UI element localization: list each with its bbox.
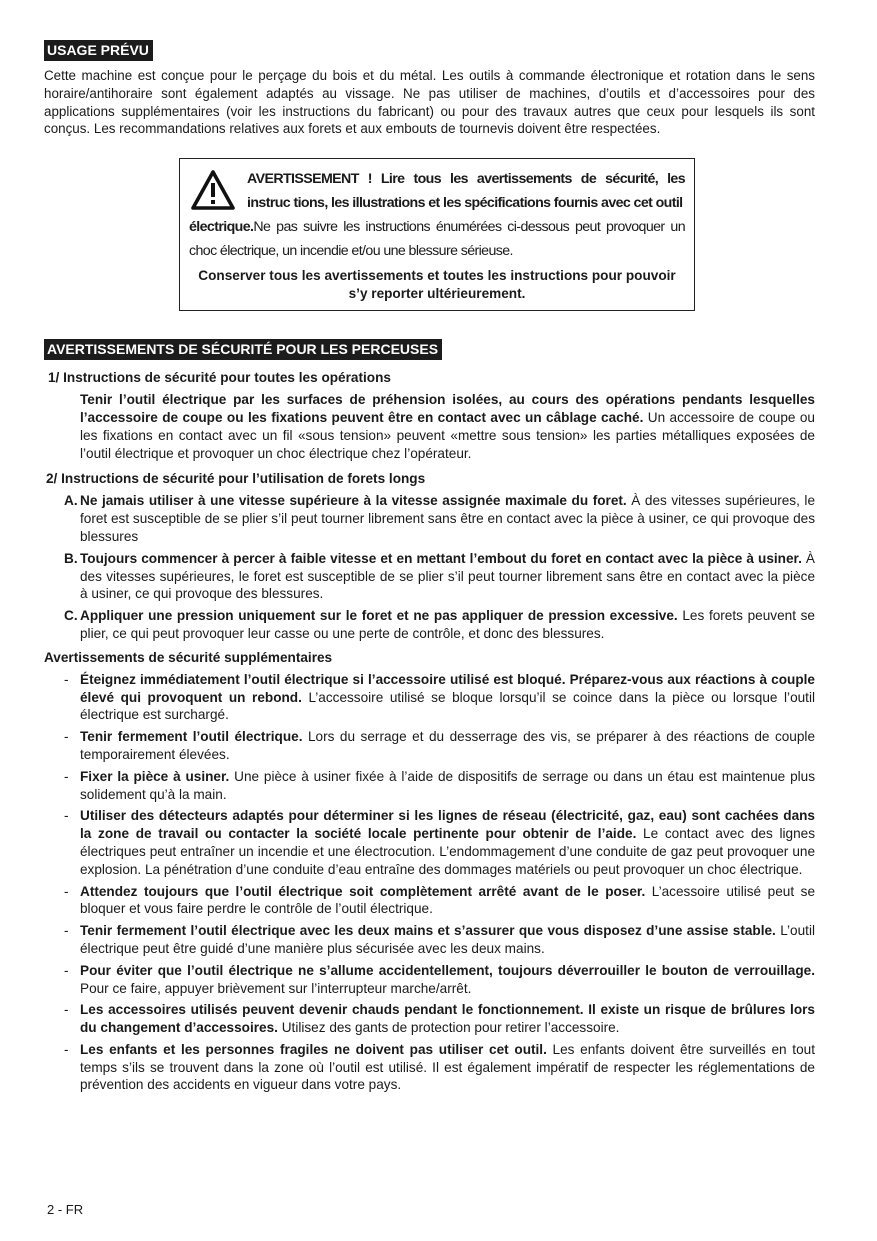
warning-body bbox=[189, 215, 685, 263]
item-text: L’acessoire utilisé peut se bloquer et vous faire perdre le contrôle de l’outil électrique. bbox=[80, 883, 816, 917]
usage-heading: USAGE PRÉVU bbox=[44, 40, 153, 61]
list-marker: C. bbox=[64, 608, 78, 624]
additional-title: Avertissements de sécurité supplémentaires bbox=[44, 649, 333, 665]
item-bold: Les enfants et les personnes fragiles ne doivent pas utiliser cet outil. bbox=[80, 1041, 547, 1057]
dash-marker: - bbox=[64, 883, 69, 899]
dash-marker: - bbox=[64, 768, 69, 784]
usage-section bbox=[44, 40, 815, 138]
item-text: L’accessoire utilisé se bloque lorsqu’il se coince dans la pièce ou lorsque l’outil électrique est surchargé. bbox=[80, 689, 815, 723]
item-bold: Pour éviter que l’outil électrique ne s’allume accidentellement, toujours déverrouiller le bouton de verrouillage. bbox=[80, 962, 815, 978]
section2-title: 2/ Instructions de sécurité pour l’utilisation de forets longs bbox=[46, 471, 426, 487]
list-item bbox=[64, 962, 815, 998]
warning-bold-continuation: électrique. bbox=[189, 219, 254, 236]
item-bold: Tenir fermement l’outil électrique avec les deux mains et s’assurer que vous disposez d’une assise stable. bbox=[80, 923, 776, 939]
usage-paragraph: Cette machine est conçue pour le perçage du bois et du métal. Les outils à commande électronique et rotation dans le sens horaire/antihoraire sont également adaptés au vissage. Ne pas utiliser de machines, d’outils et d’accessoires pour des applications supplémentaires (voir les instructions du fabricant) ou pour des travaux autres que ceux pour lesquels ils sont conçus. Les recommandations relatives aux forets et aux embouts de tournevis doivent être respectées. bbox=[44, 68, 815, 137]
item-text: Les enfants doivent être surveillés en tout temps s’ils se trouvent dans la zone où l’outil est utilisé. Il est également impératif de respecter les réglementations de prévention des accidents en vigueur dans votre pays. bbox=[80, 1041, 815, 1093]
safety-heading: AVERTISSEMENTS DE SÉCURITÉ POUR LES PERCEUSES bbox=[44, 339, 442, 360]
section1-paragraph bbox=[80, 391, 815, 462]
dash-marker: - bbox=[64, 962, 69, 978]
document-page bbox=[44, 40, 815, 1098]
list-item bbox=[64, 883, 815, 919]
dash-marker: - bbox=[64, 923, 69, 939]
warning-box bbox=[179, 158, 695, 311]
warning-bold-text: AVERTISSEMENT ! Lire tous les avertissements de sécurité, les instruc tions, les illustrations et les spécifications fournis avec cet outil bbox=[247, 171, 685, 212]
section1-text: Un accessoire de coupe ou les fixations en contact avec un fil «sous tension» peuvent «mettre sous tension» les parties métalliques exposées de l’outil électrique et provoquer un choc électrique chez l’opérateur. bbox=[80, 409, 815, 461]
list-marker: B. bbox=[64, 550, 78, 566]
list-item bbox=[64, 922, 815, 958]
dash-marker: - bbox=[64, 1041, 69, 1057]
section2-list bbox=[64, 492, 815, 642]
list-item bbox=[64, 728, 815, 764]
list-item bbox=[64, 607, 815, 643]
list-item bbox=[64, 671, 815, 724]
dash-marker: - bbox=[64, 1002, 69, 1018]
page-number: 2 - FR bbox=[47, 1202, 84, 1217]
list-item bbox=[64, 550, 815, 603]
list-item bbox=[64, 1001, 815, 1037]
warning-triangle-icon bbox=[191, 169, 235, 211]
item-text: Une pièce à usiner fixée à l’aide de dispositifs de serrage ou dans un étau est maintenue plus solidement qu’à la main. bbox=[80, 768, 816, 802]
item-bold: Utiliser des détecteurs adaptés pour déterminer si les lignes de réseau (électricité, gaz, eau) sont cachées dans la zone de travail ou contacter la société locale pertinente pour obtenir de l’aide. bbox=[80, 808, 815, 842]
warning-normal-text: Ne pas suivre les instructions énumérées ci-dessous peut provoquer un choc électrique, un incendie et/ou une blessure sérieuse. bbox=[189, 219, 685, 260]
additional-list bbox=[64, 671, 815, 1095]
item-bold: Appliquer une pression uniquement sur le foret et ne pas appliquer de pression excessive. bbox=[80, 608, 678, 624]
list-item bbox=[64, 492, 815, 545]
section1-bold: Tenir l’outil électrique par les surfaces de préhension isolées, au cours des opérations pendants lesquelles l’accessoire de coupe ou les fixations peuvent être en contact avec un câblage caché. bbox=[80, 392, 815, 425]
item-bold: Tenir fermement l’outil électrique. bbox=[80, 729, 303, 745]
item-text: Pour ce faire, appuyer brièvement sur l’interrupteur marche/arrêt. bbox=[80, 980, 472, 996]
warning-keep-instructions: Conserver tous les avertissements et toutes les instructions pour pouvoir s’y reporter ultérieurement. bbox=[198, 268, 676, 301]
dash-marker: - bbox=[64, 729, 69, 745]
list-marker: A. bbox=[64, 493, 78, 509]
item-text: Lors du serrage et du desserrage des vis, se préparer à des réactions de couple temporairement élevées. bbox=[80, 729, 816, 762]
item-bold: Attendez toujours que l’outil électrique soit complètement arrêté avant de le poser. bbox=[80, 883, 646, 899]
item-text: Le contact avec des lignes électriques peut entraîner un incendie et une électrocution. L’endommagement d’une conduite de gaz peut provoquer une explosion. La pénétration d’une conduite d’eau entraîne des dommages matériels ou peut provoquer un choc électrique. bbox=[80, 826, 815, 877]
item-text: Les forets peuvent se plier, ce qui peut provoquer leur casse ou une perte de contrôle, et donc des blessures. bbox=[80, 608, 815, 641]
section1-title: 1/ Instructions de sécurité pour toutes les opérations bbox=[48, 370, 391, 386]
item-text: L’outil électrique peut être guidé d’une manière plus sécurisée avec les deux mains. bbox=[80, 923, 815, 956]
dash-marker: - bbox=[64, 808, 69, 824]
list-item bbox=[64, 1041, 815, 1094]
list-item bbox=[64, 768, 815, 804]
item-text: Utilisez des gants de protection pour retirer l’accessoire. bbox=[277, 1020, 620, 1036]
item-text: À des vitesses supérieures, le foret est susceptible de se plier s’il peut tourner librement sans être en contact avec la pièce à usiner, ce qui provoque des blessures. bbox=[80, 550, 815, 602]
item-bold: Fixer la pièce à usiner. bbox=[80, 768, 230, 784]
list-item bbox=[64, 807, 815, 878]
safety-section bbox=[44, 339, 815, 1094]
item-bold: Les accessoires utilisés peuvent devenir chauds pendant le fonctionnement. Il existe un risque de brûlures lors du changement d’accessoires. bbox=[80, 1002, 815, 1036]
item-text: À des vitesses supérieures, le foret est susceptible de se plier s’il peut tourner librement sans être en contact avec la pièce à usiner, ce qui provoque des blessures bbox=[80, 493, 815, 544]
item-bold: Toujours commencer à percer à faible vitesse et en mettant l’embout du foret en contact avec la pièce à usiner. bbox=[80, 550, 802, 566]
item-bold: Éteignez immédiatement l’outil électrique si l’accessoire utilisé est bloqué. Préparez-vous aux réactions à couple élevé qui provoquent un rebond. bbox=[80, 671, 815, 705]
dash-marker: - bbox=[64, 671, 69, 687]
item-bold: Ne jamais utiliser à une vitesse supérieure à la vitesse assignée maximale du foret. bbox=[80, 493, 627, 509]
